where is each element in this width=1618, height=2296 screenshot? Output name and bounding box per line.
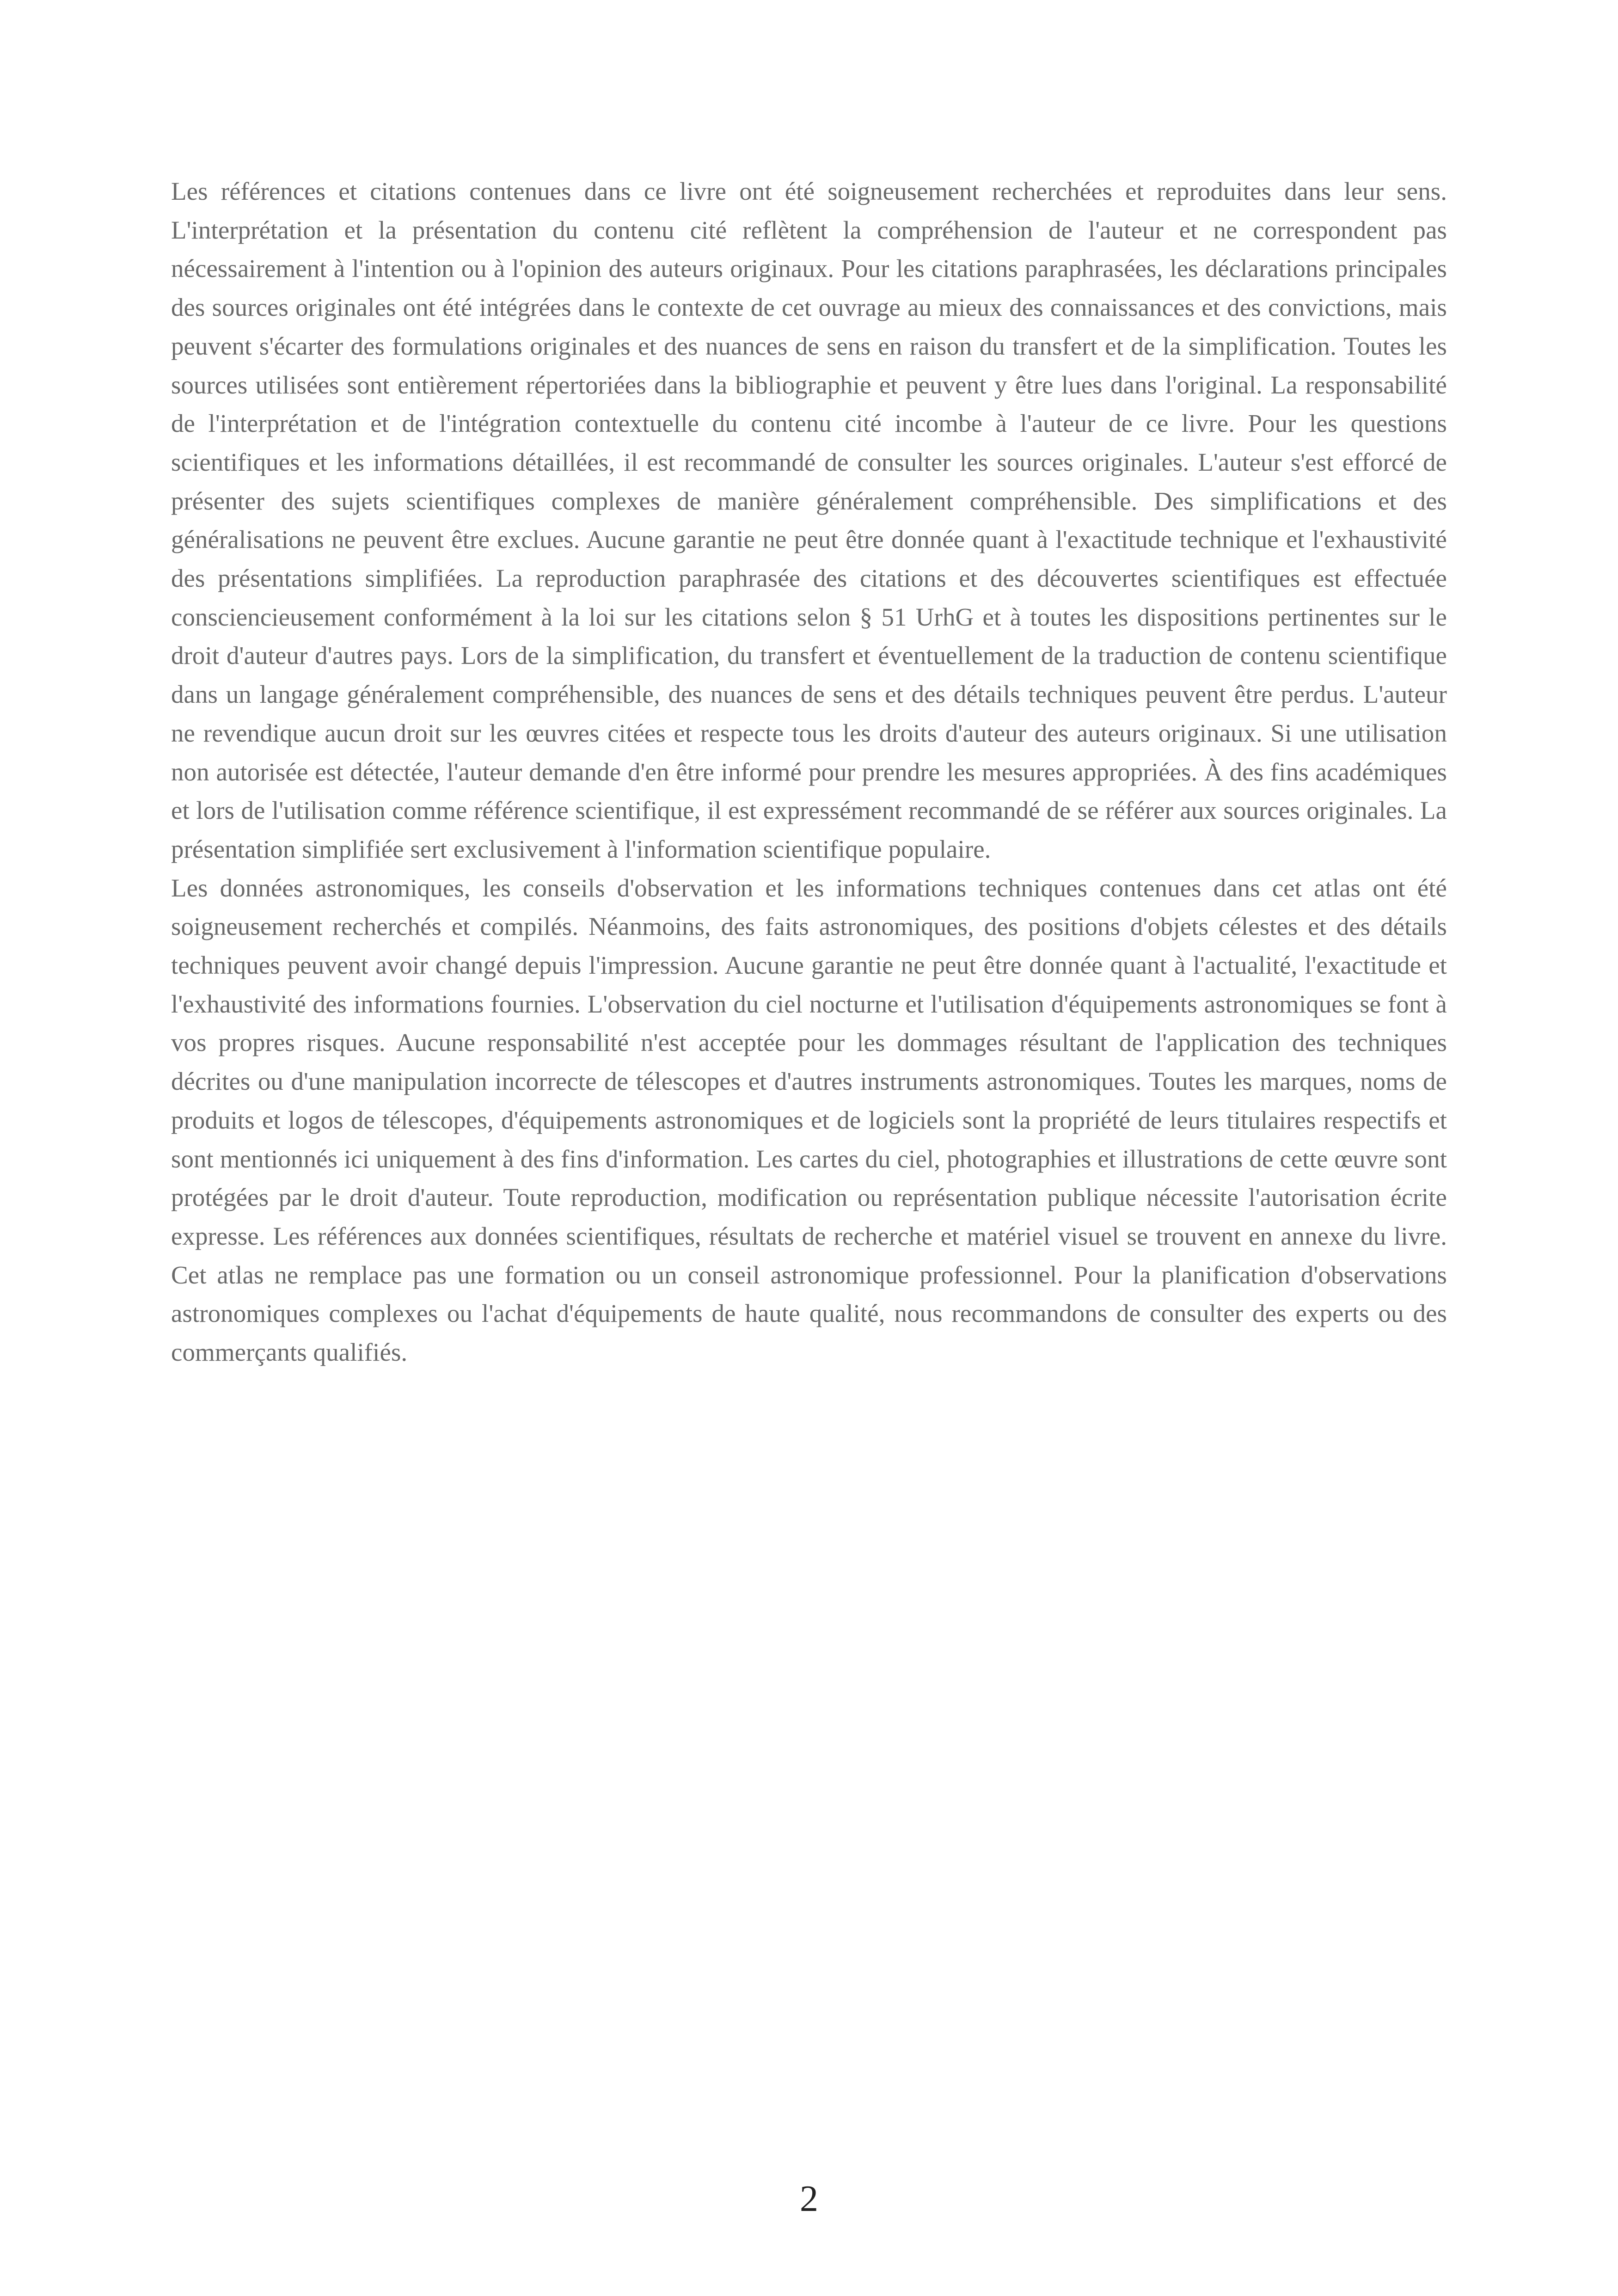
page-number: 2: [800, 2179, 818, 2219]
paragraph-citations-disclaimer: Les références et citations contenues dans ce livre ont été soigneusement recherchées et reproduites dans leur sens. L'interprétation et la présentation du contenu cité reflètent la compréhension de l'auteur et ne correspondent pas nécessairement à l'intention ou à l'opinion des auteurs originaux. Pour les citations paraphrasées, les déclarations principales des sources originales ont été intégrées dans le contexte de cet ouvrage au mieux des connaissances et des convictions, mais peuvent s'écarter des formulations originales et des nuances de sens en raison du transfert et de la simplification. Toutes les sources utilisées sont entièrement répertoriées dans la bibliographie et peuvent y être lues dans l'original. La responsabilité de l'interprétation et de l'intégration contextuelle du contenu cité incombe à l'auteur de ce livre. Pour les questions scientifiques et les informations détaillées, il est recommandé de consulter les sources originales. L'auteur s'est efforcé de présenter des sujets scientifiques complexes de manière généralement compréhensible. Des simplifications et des généralisations ne peuvent être exclues. Aucune garantie ne peut être donnée quant à l'exactitude technique et l'exhaustivité des présentations simplifiées. La reproduction paraphrasée des citations et des découvertes scientifiques est effectuée consciencieusement conformément à la loi sur les citations selon § 51 UrhG et à toutes les dispositions pertinentes sur le droit d'auteur d'autres pays. Lors de la simplification, du transfert et éventuellement de la traduction de contenu scientifique dans un langage généralement compréhensible, des nuances de sens et des détails techniques peuvent être perdus. L'auteur ne revendique aucun droit sur les œuvres citées et respecte tous les droits d'auteur des auteurs originaux. Si une utilisation non autorisée est détectée, l'auteur demande d'en être informé pour prendre les mesures appropriées. À des fins académiques et lors de l'utilisation comme référence scientifique, il est expressément recommandé de se référer aux sources originales. La présentation simplifiée sert exclusivement à l'information scientifique populaire.: [171, 177, 1447, 863]
body-text: [171, 172, 1447, 1372]
paragraph-astronomy-disclaimer: Les données astronomiques, les conseils d'observation et les informations techniques contenues dans cet atlas ont été soigneusement recherchés et compilés. Néanmoins, des faits astronomiques, des positions d'objets célestes et des détails techniques peuvent avoir changé depuis l'impression. Aucune garantie ne peut être donnée quant à l'actualité, l'exactitude et l'exhaustivité des informations fournies. L'observation du ciel nocturne et l'utilisation d'équipements astronomiques se font à vos propres risques. Aucune responsabilité n'est acceptée pour les dommages résultant de l'application des techniques décrites ou d'une manipulation incorrecte de télescopes et d'autres instruments astronomiques. Toutes les marques, noms de produits et logos de télescopes, d'équipements astronomiques et de logiciels sont la propriété de leurs titulaires respectifs et sont mentionnés ici uniquement à des fins d'information. Les cartes du ciel, photographies et illustrations de cette œuvre sont protégées par le droit d'auteur. Toute reproduction, modification ou représentation publique nécessite l'autorisation écrite expresse. Les références aux données scientifiques, résultats de recherche et matériel visuel se trouvent en annexe du livre. Cet atlas ne remplace pas une formation ou un conseil astronomique professionnel. Pour la planification d'observations astronomiques complexes ou l'achat d'équipements de haute qualité, nous recommandons de consulter des experts ou des commerçants qualifiés.: [171, 873, 1447, 1367]
